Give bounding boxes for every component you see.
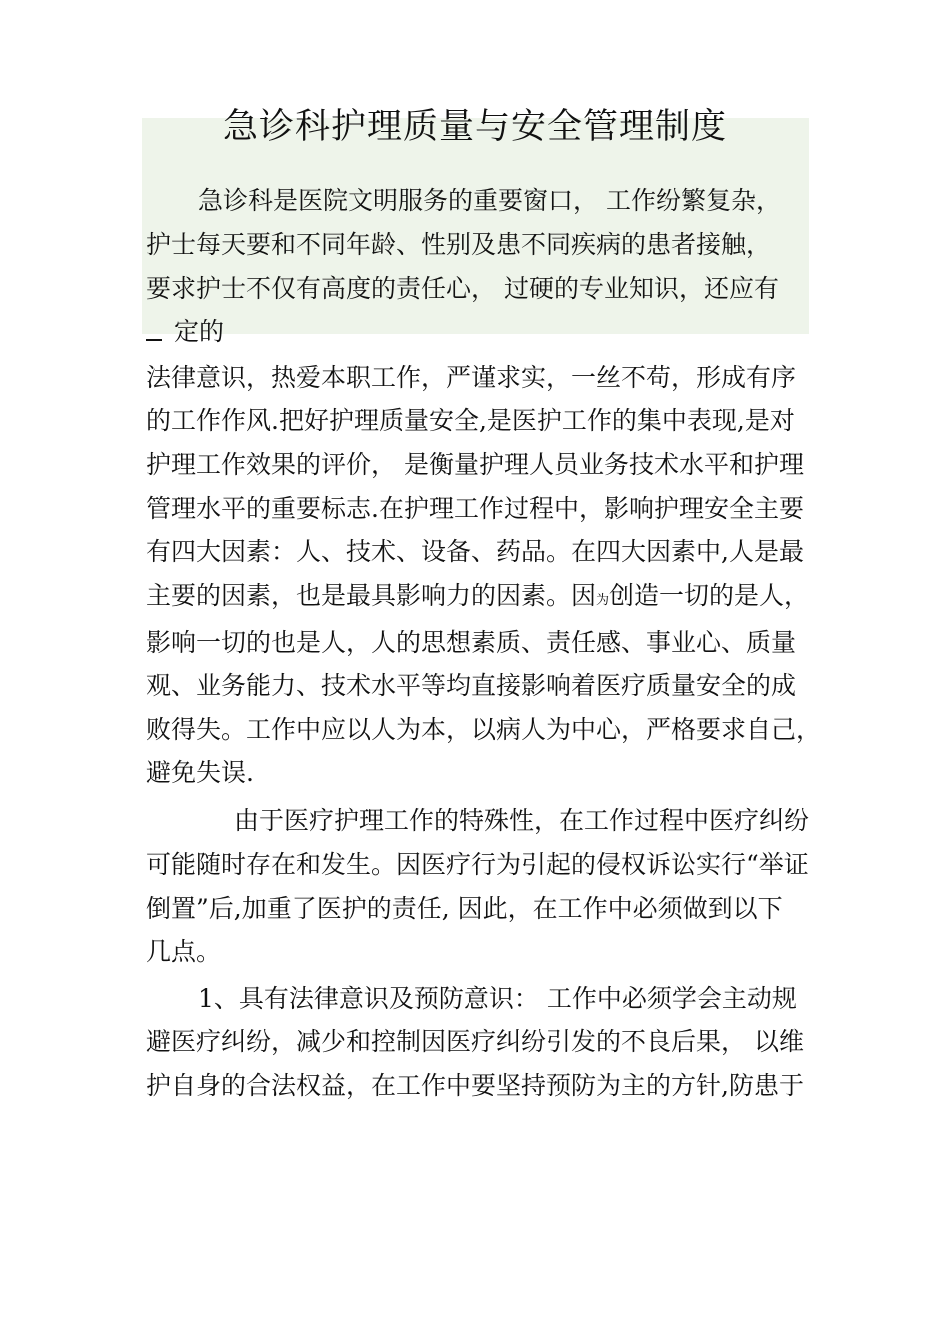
paragraph-line: 败得失。工作中应以人为本，以病人为中心，严格要求自己， (146, 715, 822, 744)
paragraph-line: 急诊科是医院文明服务的重要窗口， 工作纷繁复杂， (198, 186, 781, 215)
paragraph-line: 倒置”后,加重了医护的责任, 因此，在工作中必须做到以下 (146, 894, 783, 923)
paragraph-line: 护自身的合法权益，在工作中要坚持预防为主的方针,防患于 (146, 1071, 804, 1100)
document-title: 急诊科护理质量与安全管理制度 (222, 107, 727, 147)
paragraph-line: 要求护士不仅有高度的责任心， 过硬的专业知识，还应有 (146, 274, 779, 303)
paragraph-line: 法律意识，热爱本职工作，严谨求实，一丝不苟，形成有序 (146, 363, 797, 392)
paragraph-line: 由于医疗护理工作的特殊性，在工作过程中医疗纠纷 (234, 806, 810, 835)
paragraph-line: 几点。 (146, 937, 222, 966)
paragraph-line: 1、具有法律意识及预防意识： 工作中必须学会主动规 (198, 984, 797, 1013)
subscript-char: 为 (596, 593, 610, 608)
line-text: 主要的因素，也是最具影响力的因素。因 (146, 581, 597, 610)
paragraph-line: 避免失误. (146, 758, 254, 787)
paragraph-line: 有四大因素：人、技术、设备、药品。在四大因素中,人是最 (146, 537, 804, 566)
paragraph-line: 避医疗纠纷，减少和控制因医疗纠纷引发的不良后果， 以维 (146, 1027, 804, 1056)
paragraph-line: 影响一切的也是人，人的思想素质、责任感、事业心、质量 (146, 628, 797, 657)
paragraph-line: 护士每天要和不同年龄、性别及患不同疾病的患者接触， (146, 230, 772, 259)
paragraph-line: 可能随时存在和发生。因医疗行为引起的侵权诉讼实行“举证 (146, 850, 809, 879)
paragraph-line: 管理水平的重要标志.在护理工作过程中，影响护理安全主要 (146, 494, 804, 523)
dash-mark (146, 339, 162, 341)
line-text: 定的 (174, 317, 225, 346)
paragraph-line: 护理工作效果的评价， 是衡量护理人员业务技术水平和护理 (146, 450, 804, 479)
paragraph-line (146, 576, 809, 616)
paragraph-line: 的工作作风.把好护理质量安全,是医护工作的集中表现,是对 (146, 406, 795, 435)
line-text: 创造一切的是人， (609, 581, 810, 610)
paragraph-line: 观、业务能力、技术水平等均直接影响着医疗质量安全的成 (146, 671, 797, 700)
paragraph-line (146, 312, 224, 352)
